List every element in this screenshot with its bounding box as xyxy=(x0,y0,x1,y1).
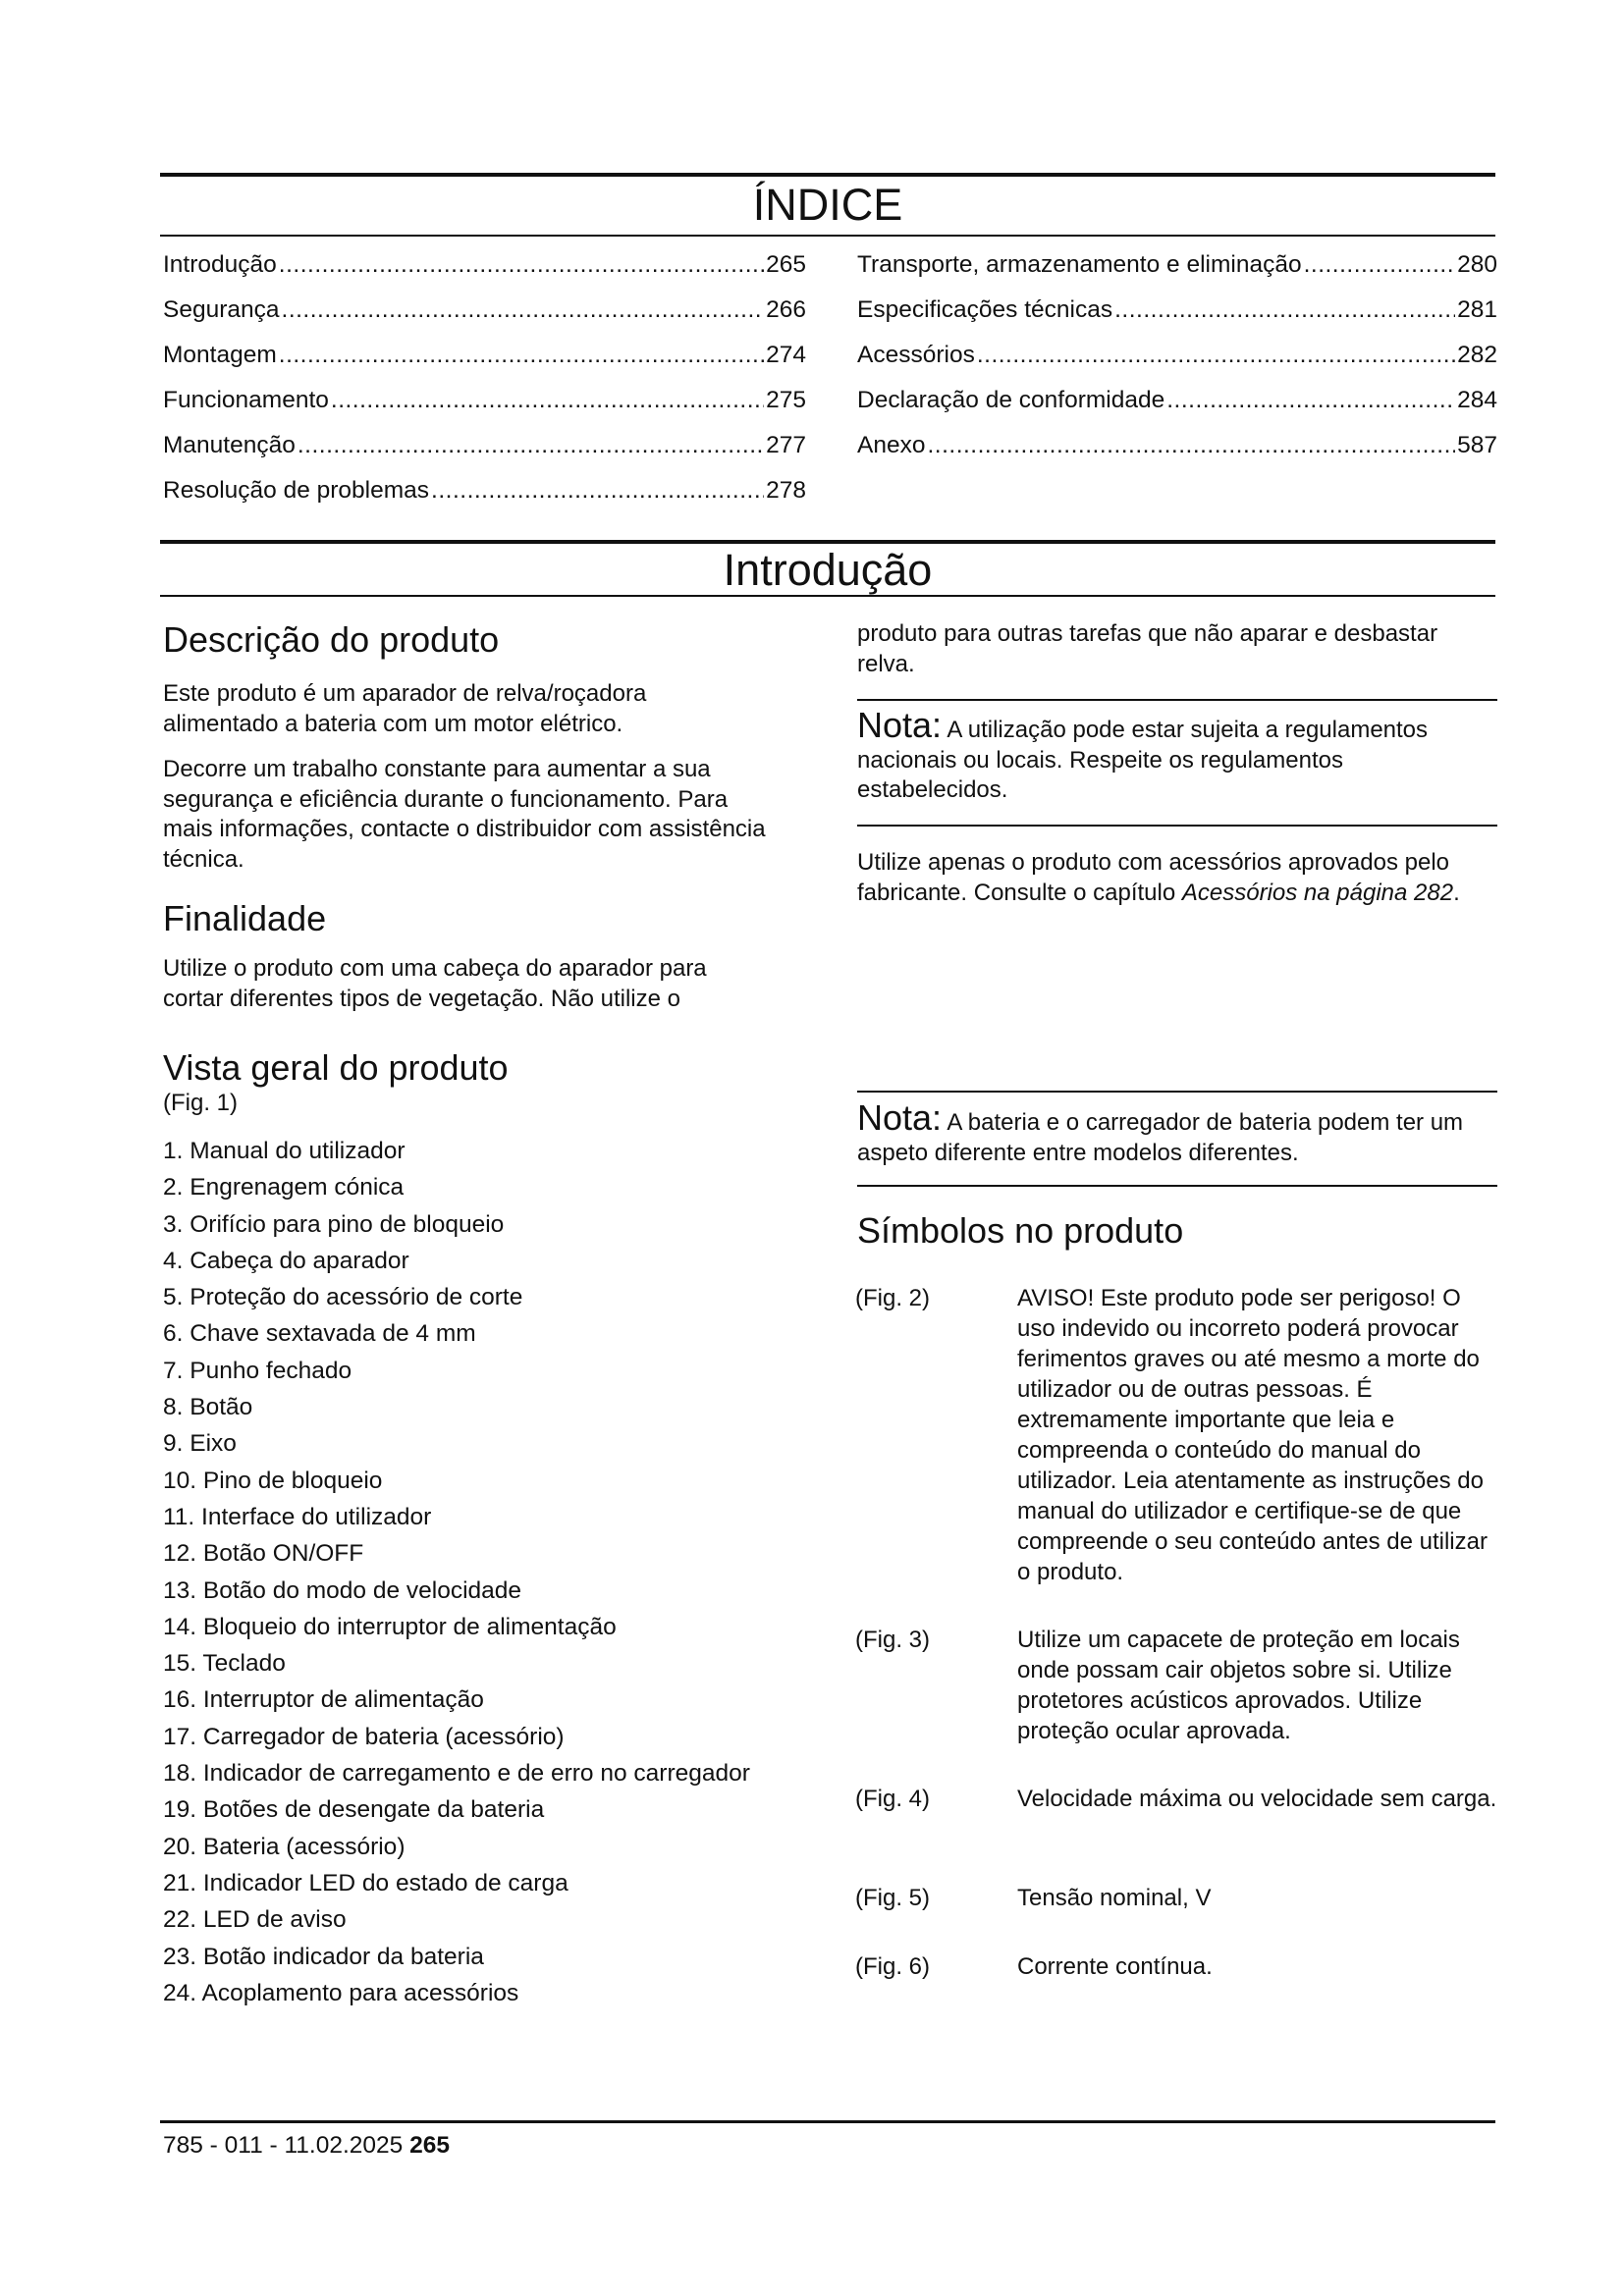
toc-entry[interactable]: Resolução de problemas ..... 278 xyxy=(163,477,806,522)
symbol-description: Velocidade máxima ou velocidade sem carga. xyxy=(1017,1786,1497,1812)
symbol-row xyxy=(855,1283,1503,1587)
accessories-link[interactable]: Acessórios na página 282 xyxy=(1181,879,1454,906)
overview-parts-list xyxy=(163,1133,750,2011)
nota2-box xyxy=(857,1097,1497,1168)
list-item: 17. Carregador de bateria (acessório) xyxy=(163,1723,565,1750)
nota1-box xyxy=(857,705,1497,806)
list-item: 11. Interface do utilizador xyxy=(163,1503,432,1530)
symbol-row xyxy=(855,1883,1503,1913)
list-item: 5. Proteção do acessório de corte xyxy=(163,1284,523,1311)
section-heading-overview: Vista geral do produto xyxy=(163,1047,509,1088)
purpose-paragraph: Utilize o produto com uma cabeça do aparador para cortar diferentes tipos de vegetação. Não utilize o xyxy=(163,955,707,1012)
toc-entry[interactable]: Declaração de conformidade ..... 284 xyxy=(857,387,1497,432)
toc-entry[interactable]: Introdução ..... 265 xyxy=(163,251,806,296)
list-item: 1. Manual do utilizador xyxy=(163,1138,406,1164)
section-heading-description: Descrição do produto xyxy=(163,619,500,660)
nota-label: Nota: xyxy=(857,705,943,745)
toc-bottom-rule xyxy=(160,235,1495,237)
symbol-fig-ref: (Fig. 5) xyxy=(855,1885,931,1911)
overview-fig-ref: (Fig. 1) xyxy=(163,1090,239,1116)
symbol-fig-ref: (Fig. 2) xyxy=(855,1285,931,1311)
list-item: 22. LED de aviso xyxy=(163,1906,347,1934)
nota-text: A utilização pode estar sujeita a regulamentos nacionais ou locais. Respeite os regulamentos estabelecidos. xyxy=(857,717,1429,803)
toc-entry[interactable]: Segurança ..... 266 xyxy=(163,296,806,342)
list-item: 13. Botão do modo de velocidade xyxy=(163,1576,522,1604)
list-item: 6. Chave sextavada de 4 mm xyxy=(163,1320,476,1348)
symbol-row xyxy=(855,1625,1503,1742)
description-paragraph-2: Decorre um trabalho constante para aumentar a sua segurança e eficiência durante o funcionamento. Para mais informações, contacte o distribuidor com assistência técnica. xyxy=(163,756,766,873)
list-item: 8. Botão xyxy=(163,1394,253,1421)
page-footer xyxy=(163,2132,450,2160)
toc-entry[interactable]: Anexo ..... 587 xyxy=(857,432,1497,477)
section-heading-purpose: Finalidade xyxy=(163,898,327,938)
nota2-bottom-rule xyxy=(857,1185,1497,1187)
description-paragraph-1: Este produto é um aparador de relva/roçadora alimentado a bateria com um motor elétrico. xyxy=(163,680,647,737)
symbol-fig-ref: (Fig. 4) xyxy=(855,1786,931,1812)
list-item: 19. Botões de desengate da bateria xyxy=(163,1796,545,1824)
list-item: 18. Indicador de carregamento e de erro no carregador xyxy=(163,1760,750,1788)
nota-text: A bateria e o carregador de bateria podem ter um aspeto diferente entre modelos diferentes. xyxy=(857,1109,1464,1166)
intro-title: Introdução xyxy=(723,545,933,595)
list-item: 24. Acoplamento para acessórios xyxy=(163,1979,519,2006)
accessories-note: Utilize apenas o produto com acessórios aprovados pelo fabricante. Consulte o capítulo Acessórios na página 282. xyxy=(857,849,1460,906)
list-item: 15. Teclado xyxy=(163,1650,286,1678)
nota1-bottom-rule xyxy=(857,825,1497,827)
symbol-row xyxy=(855,1951,1503,1982)
nota1-top-rule xyxy=(857,699,1497,701)
toc-entry[interactable]: Montagem ..... 274 xyxy=(163,342,806,387)
toc-entry[interactable]: Funcionamento ..... 275 xyxy=(163,387,806,432)
toc-entry[interactable]: Transporte, armazenamento e eliminação ..... 280 xyxy=(857,251,1497,296)
list-item: 23. Botão indicador da bateria xyxy=(163,1943,484,1970)
intro-bottom-rule xyxy=(160,595,1495,597)
toc-left-column xyxy=(163,251,806,522)
toc-entry[interactable]: Especificações técnicas ..... 281 xyxy=(857,296,1497,342)
list-item: 4. Cabeça do aparador xyxy=(163,1247,409,1274)
footer-page-number: 265 xyxy=(409,2132,450,2159)
symbol-row xyxy=(855,1784,1503,1844)
toc-right-column xyxy=(857,251,1497,477)
toc-entry[interactable]: Manutenção ..... 277 xyxy=(163,432,806,477)
intro-top-rule xyxy=(160,540,1495,544)
purpose-paragraph-continued: produto para outras tarefas que não aparar e desbastar relva. xyxy=(857,620,1438,677)
symbol-description: Tensão nominal, V xyxy=(1017,1885,1212,1911)
list-item: 7. Punho fechado xyxy=(163,1357,352,1384)
toc-title: ÍNDICE xyxy=(752,180,903,230)
list-item: 21. Indicador LED do estado de carga xyxy=(163,1869,568,1896)
footer-doc-id: 785 - 011 - 11.02.2025 xyxy=(163,2132,404,2159)
symbol-description: AVISO! Este produto pode ser perigoso! O uso indevido ou incorreto poderá provocar ferimentos graves ou até mesmo a morte do utilizador ou de outras pessoas. É extremamente importante que leia e compreenda o conteúdo do manual do utilizador. Leia atentamente as instruções do manual do utilizador e certifique-se de que compreende o seu conteúdo antes de utilizar o produto. xyxy=(1017,1285,1488,1585)
list-item: 12. Botão ON/OFF xyxy=(163,1540,364,1568)
list-item: 9. Eixo xyxy=(163,1430,237,1458)
list-item: 10. Pino de bloqueio xyxy=(163,1467,383,1494)
symbol-fig-ref: (Fig. 6) xyxy=(855,1953,931,1980)
symbol-fig-ref: (Fig. 3) xyxy=(855,1627,931,1653)
list-item: 3. Orifício para pino de bloqueio xyxy=(163,1210,505,1238)
toc-top-rule xyxy=(160,173,1495,177)
section-heading-symbols: Símbolos no produto xyxy=(857,1210,1184,1251)
toc-entry[interactable]: Acessórios ..... 282 xyxy=(857,342,1497,387)
nota-label: Nota: xyxy=(857,1097,943,1138)
footer-rule xyxy=(160,2120,1495,2123)
symbol-description: Corrente contínua. xyxy=(1017,1953,1213,1980)
nota2-top-rule xyxy=(857,1091,1497,1093)
symbol-description: Utilize um capacete de proteção em locais onde possam cair objetos sobre si. Utilize protetores acústicos aprovados. Utilize proteção ocular aprovada. xyxy=(1017,1627,1460,1744)
list-item: 14. Bloqueio do interruptor de alimentação xyxy=(163,1613,617,1640)
list-item: 20. Bateria (acessório) xyxy=(163,1833,406,1860)
list-item: 2. Engrenagem cónica xyxy=(163,1174,405,1201)
list-item: 16. Interruptor de alimentação xyxy=(163,1686,484,1714)
